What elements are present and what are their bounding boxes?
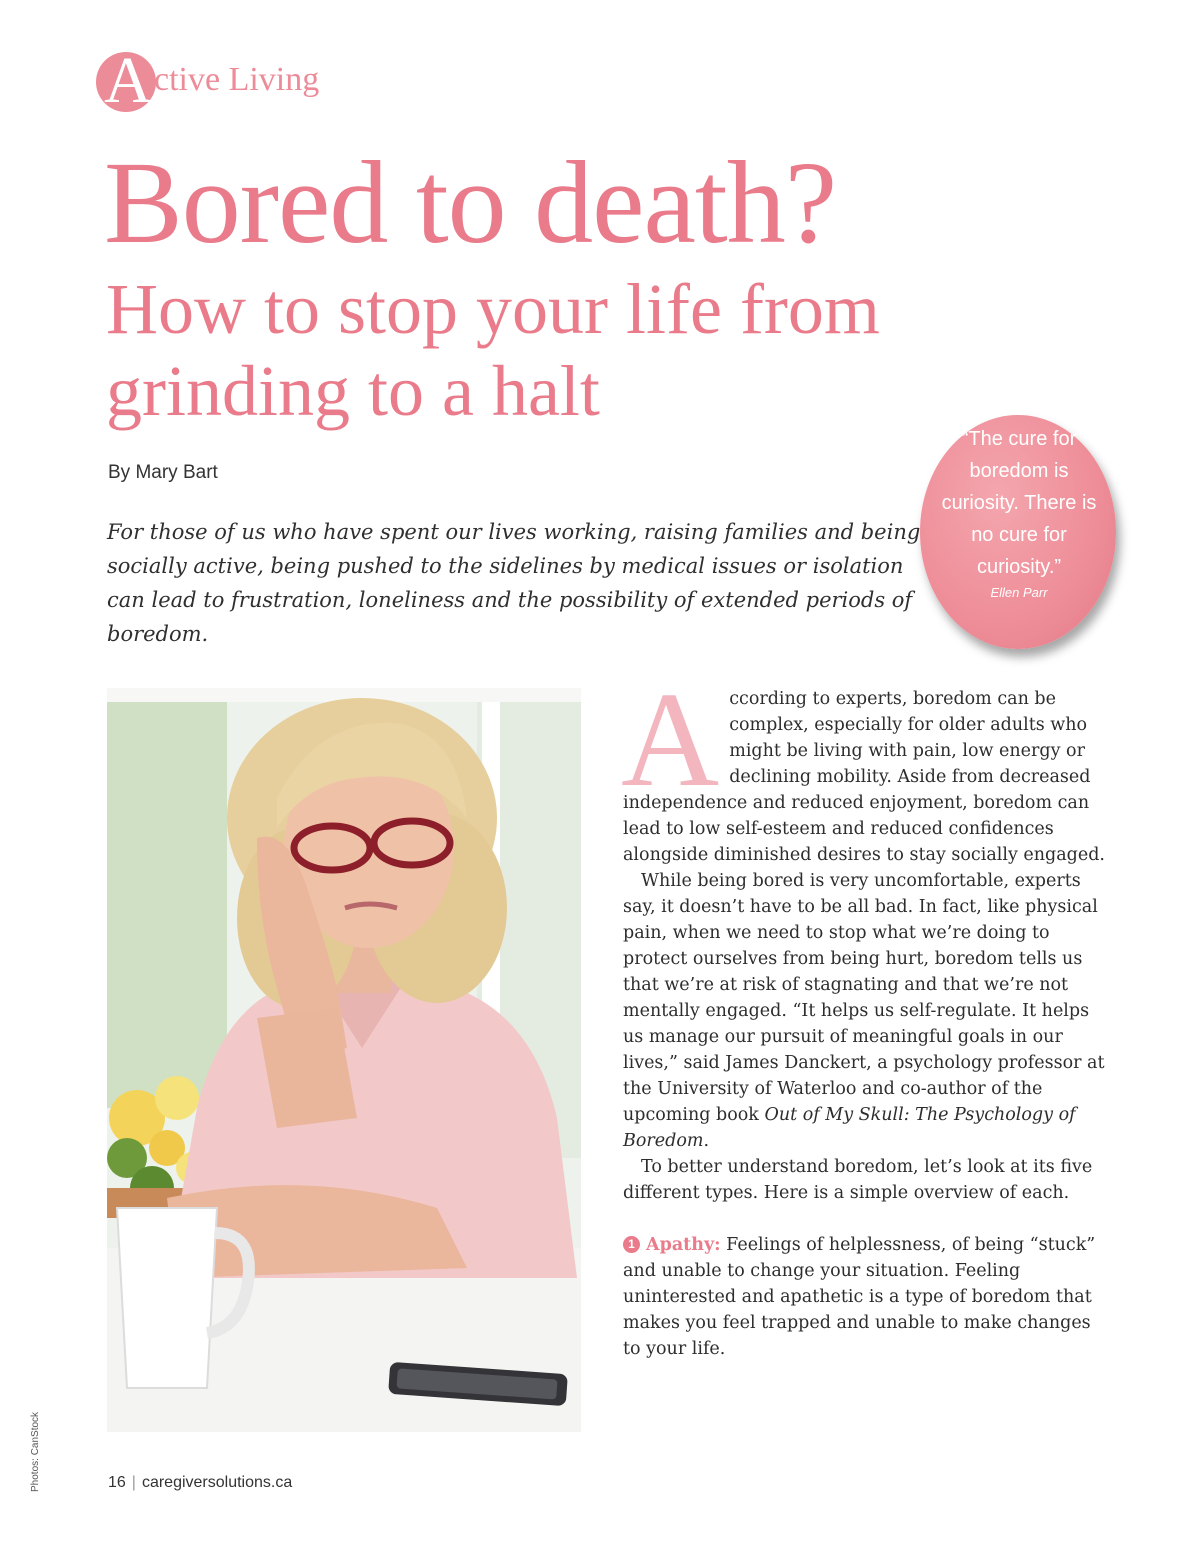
byline: By Mary Bart	[108, 462, 218, 483]
pull-quote	[920, 415, 1120, 655]
article-photo	[107, 688, 581, 1432]
body-paragraph-1-text: ccording to experts, boredom can be complex, especially for older adults who might be living with pain, low energy or declining mobility. Aside from decreased independence and reduced enjoyment, boredom can lead to low self-esteem and reduced confidences alongside diminished desires to stay socially engaged.	[623, 689, 1105, 865]
body-paragraph-2	[623, 868, 1113, 1154]
article-title: Bored to death?	[104, 137, 837, 268]
drop-cap: A	[621, 665, 720, 815]
book-title: Out of My Skull: The Psychology of Boredom	[623, 1105, 1076, 1151]
photo-credit: Photos: CanStock	[30, 1411, 41, 1492]
apathy-description: Feelings of helplessness, of being “stuck” and unable to change your situation. Feeling uninterested and apathetic is a type of boredom that makes you feel trapped and unable to make changes to your life.	[623, 1235, 1096, 1359]
page-number: 16	[108, 1474, 126, 1491]
apathy-term: Apathy:	[646, 1235, 721, 1255]
body-paragraph-1	[621, 665, 1113, 868]
section-name: ctive Living	[154, 61, 320, 98]
footer-site-link[interactable]: caregiversolutions.ca	[141, 1474, 293, 1491]
body-paragraph-2-end: .	[703, 1131, 710, 1151]
body-paragraph-2-text: While being bored is very uncomfortable, experts say, it doesn’t have to be all bad. In fact, like physical pain, when we need to stop what we’re doing to protect ourselves from being hurt, boredom tells us that we’re at risk of stagnating and that we’re not mentally engaged. “It helps us self-regulate. It helps us manage our pursuit of meaningful goals in our lives,” said James Danckert, a psychology professor at the University of Waterloo and co-author of the upcoming book	[623, 871, 1105, 1125]
apathy-item	[623, 1232, 1113, 1362]
article-subtitle: How to stop your life from grinding to a halt	[106, 269, 880, 431]
page-footer	[108, 1474, 292, 1492]
pull-quote-text: “The cure for boredom is curiosity. There is no cure for curiosity.”	[941, 428, 1097, 578]
section-initial: A	[104, 44, 152, 117]
body-column	[621, 665, 1113, 1362]
pull-quote-author: Ellen Parr	[990, 585, 1048, 600]
intro-paragraph: For those of us who have spent our lives working, raising families and being socially active, being pushed to the sidelines by medical issues or isolation can lead to frustration, loneliness and the possibility of extended periods of boredom.	[107, 520, 921, 646]
body-paragraph-3: To better understand boredom, let’s look at its five different types. Here is a simple overview of each.	[623, 1157, 1093, 1203]
footer-separator: |	[131, 1474, 136, 1491]
bored-woman-photo-illustration	[107, 688, 581, 1432]
number-badge-1: 1	[623, 1236, 640, 1253]
